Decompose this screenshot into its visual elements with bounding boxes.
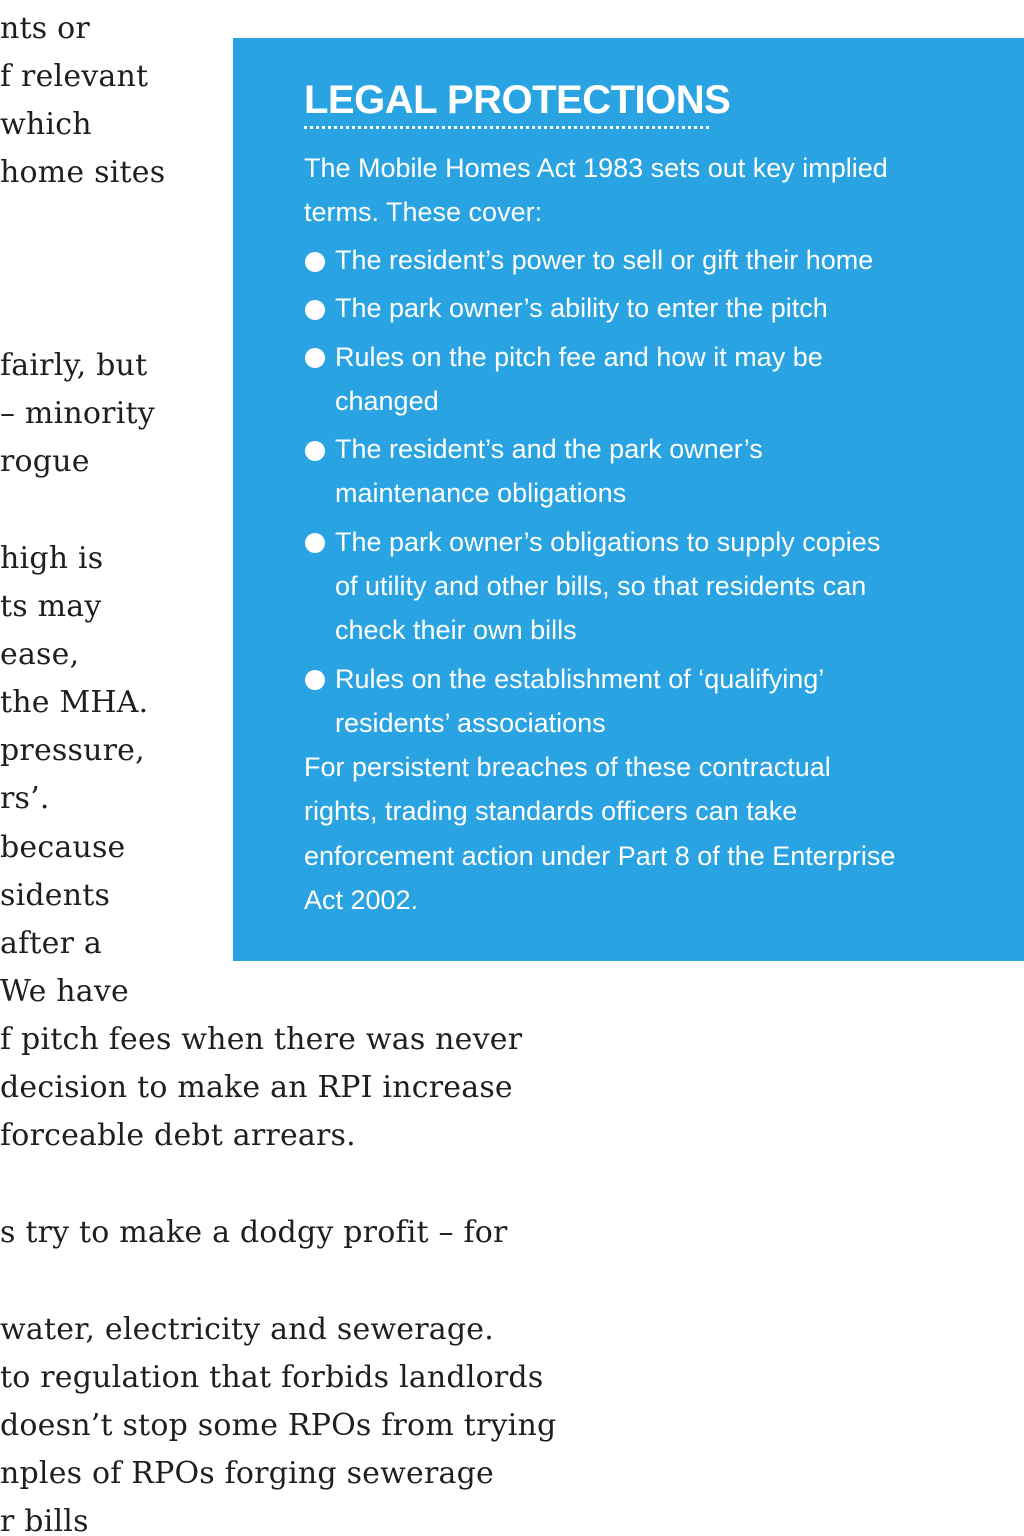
body-text-line: fairly, but — [0, 348, 148, 383]
body-text-line: nts or — [0, 11, 90, 46]
bullet-text-line: The park owner’s ability to enter the pitch — [335, 293, 828, 323]
bullet-text-line: changed — [335, 386, 439, 416]
sidebar-outro-line: enforcement action under Part 8 of the Enterprise — [304, 841, 896, 871]
body-text-line: to regulation that forbids landlords — [0, 1360, 544, 1395]
body-text-line: nples of RPOs forging sewerage — [0, 1456, 494, 1491]
body-text-line: forceable debt arrears. — [0, 1118, 356, 1153]
body-text-line: r bills — [0, 1504, 89, 1536]
body-text-line: ease, — [0, 637, 80, 672]
body-text-line: because — [0, 830, 126, 865]
bullet-text-line: of utility and other bills, so that residents can — [335, 571, 867, 601]
bullet-text-line: The resident’s and the park owner’s — [335, 434, 763, 464]
bullet-icon — [305, 533, 325, 553]
dotted-divider — [304, 126, 709, 129]
body-text-line: f relevant — [0, 59, 149, 94]
bullet-text-line: maintenance obligations — [335, 478, 627, 508]
sidebar-outro-line: For persistent breaches of these contractual — [304, 752, 831, 782]
body-text-line: decision to make an RPI increase — [0, 1070, 513, 1105]
body-text-line: rogue — [0, 444, 90, 479]
body-text-line: sidents — [0, 878, 111, 913]
sidebar-outro-line: Act 2002. — [304, 885, 419, 915]
body-text-line: pressure, — [0, 733, 145, 768]
body-text-line: which — [0, 107, 92, 142]
body-text-line: water, electricity and sewerage. — [0, 1312, 494, 1347]
body-text-line: ts may — [0, 589, 102, 624]
bullet-text-line: Rules on the establishment of ‘qualifying’ — [335, 664, 825, 694]
bullet-icon — [305, 670, 325, 690]
bullet-text-line: Rules on the pitch fee and how it may be — [335, 342, 823, 372]
body-text-line: doesn’t stop some RPOs from trying — [0, 1408, 557, 1443]
body-text-line: rs’. — [0, 781, 50, 816]
sidebar-title: LEGAL PROTECTIONS — [304, 78, 731, 122]
bullet-text-line: The resident’s power to sell or gift their home — [335, 245, 874, 275]
bullet-icon — [305, 252, 325, 272]
bullet-text-line: check their own bills — [335, 615, 577, 645]
body-text-line: high is — [0, 541, 104, 576]
sidebar-intro-line: terms. These cover: — [304, 197, 543, 227]
body-text-line: f pitch fees when there was never — [0, 1022, 523, 1057]
bullet-icon — [305, 300, 325, 320]
sidebar-outro-line: rights, trading standards officers can take — [304, 796, 798, 826]
bullet-text-line: The park owner’s obligations to supply copies — [335, 527, 881, 557]
body-text-line: home sites — [0, 155, 166, 190]
bullet-icon — [305, 348, 325, 368]
body-text-line: s try to make a dodgy profit – for — [0, 1215, 508, 1250]
bullet-icon — [305, 441, 325, 461]
body-text-line: – minority — [0, 396, 155, 431]
sidebar-intro-line: The Mobile Homes Act 1983 sets out key implied — [304, 153, 888, 183]
body-text-line: We have — [0, 974, 129, 1009]
bullet-text-line: residents’ associations — [335, 708, 606, 738]
body-text-line: after a — [0, 926, 102, 961]
legal-protections-sidebar — [233, 38, 1024, 961]
body-text-line: the MHA. — [0, 685, 149, 720]
